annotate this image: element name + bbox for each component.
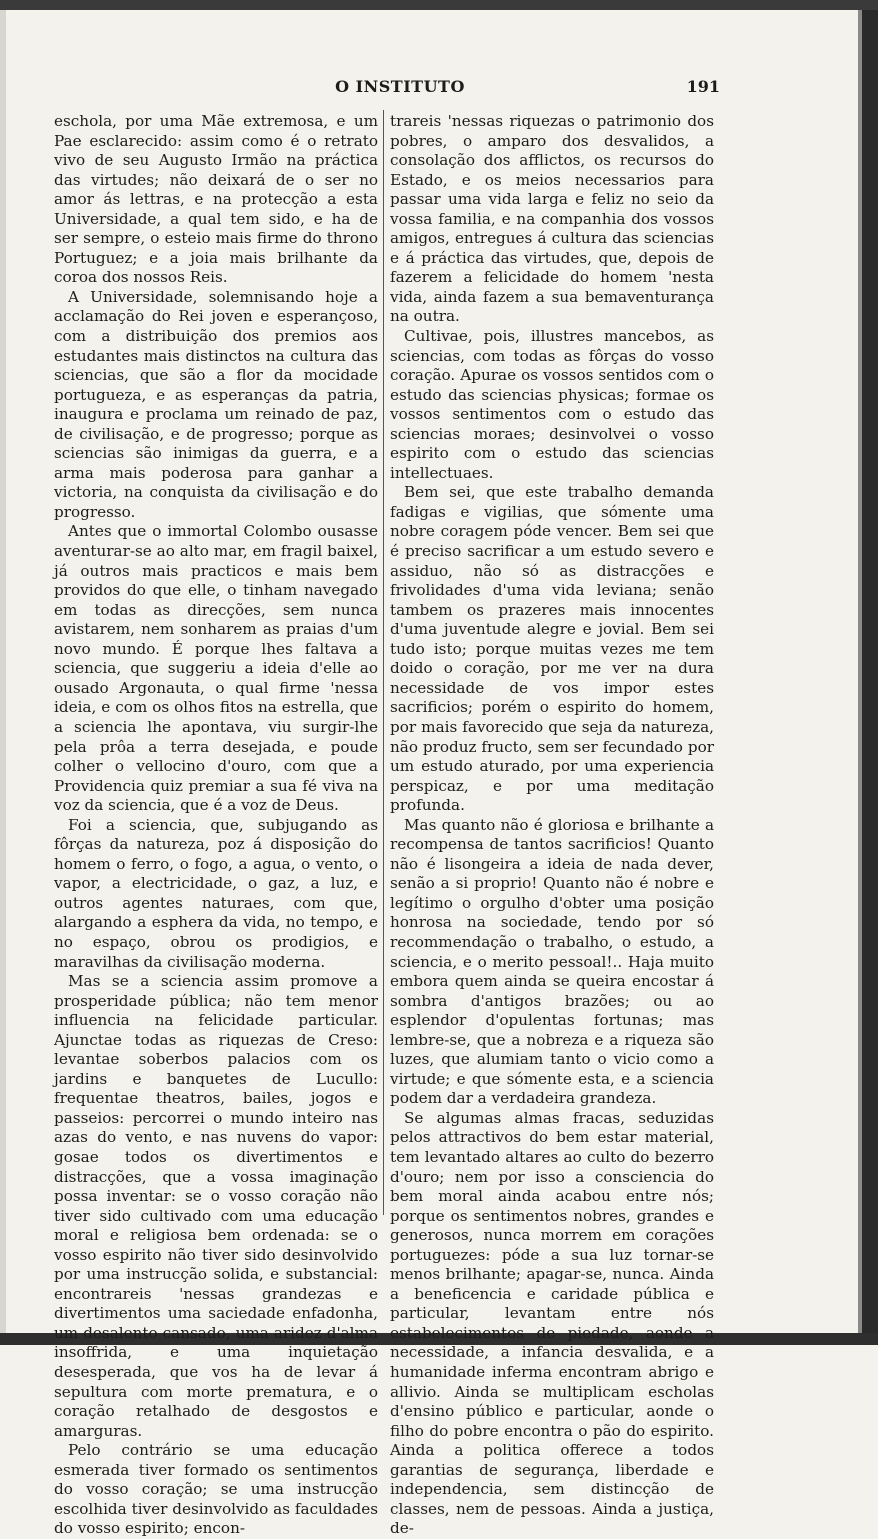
paragraph: Pelo contrário se uma educação esmerada tiver formado os sentimentos do vosso coração; se uma instrucção escolhida tiver desinvolvido as faculdades do vosso espirito; encon-	[54, 1441, 378, 1538]
paragraph: Antes que o immortal Colombo ousasse aventurar-se ao alto mar, em fragil baixel, já outros mais practicos e mais bem providos do que elle, o tinham navegado em todas as direcções, sem nunca avistarem, nem sonharem as praias d'um novo mundo. É porque lhes faltava a sciencia, que suggeriu a ideia d'elle ao ousado Argonauta, o qual firme 'nessa ideia, e com os olhos fitos na estrella, que a sciencia lhe apontava, viu surgir-lhe pela prôa a terra desejada, e poude colher o vellocino d'ouro, com que a Providencia quiz premiar a sua fé viva na voz da sciencia, que é a voz de Deus.	[54, 522, 378, 815]
scan-left-edge	[0, 10, 6, 1345]
paragraph: Se algumas almas fracas, seduzidas pelos attractivos do bem estar material, tem levantado altares ao culto do bezerro d'ouro; nem por isso a consciencia do bem moral ainda acabou entre nós; porque os sentimentos nobres, grandes e generosos, nunca morrem em corações portuguezes: póde a sua luz tornar-se menos brilhante; apagar-se, nunca. Ainda a beneficencia e caridade pública e particular, levantam entre nós estabelecimentos de piedade, aonde a necessidade, a infancia desvalida, e a humanidade inferma encontram abrigo e allivio. Ainda se multiplicam escholas d'ensino público e particular, aonde o filho do pobre encontra o pão do espirito. Ainda a politica offerece a todos garantias de segurança, liberdade e independencia, sem distincção de classes, nem de pessoas. Ainda a justiça, de-	[390, 1108, 714, 1538]
page-number: 191	[686, 77, 720, 96]
running-title: O INSTITUTO	[335, 77, 465, 96]
paragraph: Foi a sciencia, que, subjugando as fôrças da natureza, poz á disposição do homem o ferro, o fogo, a agua, o vento, o vapor, a electricidade, o gaz, a luz, e outros agentes naturaes, com que, alargando a esphera da vida, no tempo, e no espaço, obrou os prodigios, e maravilhas da civilisação moderna.	[54, 815, 378, 971]
paragraph: A Universidade, solemnisando hoje a acclamação do Rei joven e esperançoso, com a distribuição dos premios aos estudantes mais distinctos na cultura das sciencias, que são a flor da mocidade portugueza, e as esperanças da patria, inaugura e proclama um reinado de paz, de civilisação, e de progresso; porque as sciencias são inimigas da guerra, e a arma mais poderosa para ganhar a victoria, na conquista da civilisação e do progresso.	[54, 287, 378, 521]
paragraph: Bem sei, que este trabalho demanda fadigas e vigilias, que sómente uma nobre coragem póde vencer. Bem sei que é preciso sacrificar a um estudo severo e assiduo, não só as distracções e frivolidades d'uma vida leviana; senão tambem os prazeres mais innocentes d'uma juventude alegre e jovial. Bem sei tudo isto; porque muitas vezes me tem doido o coração, por me ver na dura necessidade de vos impor estes sacrificios; porém o espirito do homem, por mais favorecido que seja da natureza, não produz fructo, sem ser fecundado por um estudo aturado, por uma experiencia perspicaz, e por uma meditação profunda.	[390, 483, 714, 815]
scan-top-edge	[0, 0, 878, 10]
paragraph: Mas se a sciencia assim promove a prosperidade pública; não tem menor influencia na felicidade particular. Ajunctae todas as riquezas de Creso: levantae soberbos palacios com os jardins e banquetes de Lucullo: frequentae theatros, bailes, jogos e passeios: percorrei o mundo inteiro nas azas do vento, e nas nuvens do vapor: gosae todos os divertimentos e distracções, que a vossa imaginação possa inventar: se o vosso coração não tiver sido cultivado com uma educação moral e religiosa bem ordenada: se o vosso espirito não tiver sido desinvolvido por uma instrucção solida, e substancial: encontrareis 'nessas grandezas e divertimentos uma saciedade enfadonha, um desalento cansado, uma aridez d'alma insoffrida, e uma inquietação desesperada, que vos ha de levar á sepultura com morte prematura, e o coração retalhado de desgostos e amarguras.	[54, 972, 378, 1440]
left-column	[54, 112, 378, 1539]
paragraph: Cultivae, pois, illustres mancebos, as sciencias, com todas as fôrças do vosso coração. Apurae os vossos sentidos com o estudo das sciencias physicas; formae os vossos sentimentos com o estudo das sciencias moraes; desinvolvei o vosso espirito com o estudo das sciencias intellectuaes.	[390, 327, 714, 482]
right-column	[390, 112, 714, 1539]
column-divider	[383, 110, 384, 1215]
paragraph: eschola, por uma Mãe extremosa, e um Pae esclarecido: assim como é o retrato vivo de seu Augusto Irmão na práctica das virtudes; não deixará de o ser no amor ás lettras, e na protecção a esta Universidade, a qual tem sido, e ha de ser sempre, o esteio mais firme do throno Portuguez; e a joia mais brilhante da coroa dos nossos Reis.	[54, 112, 378, 287]
scan-right-edge	[862, 10, 878, 1345]
paragraph: trareis 'nessas riquezas o patrimonio dos pobres, o amparo dos desvalidos, a consolação dos afflictos, os recursos do Estado, e os meios necessarios para passar uma vida larga e feliz no seio da vossa familia, e na companhia dos vossos amigos, entregues á cultura das sciencias e á práctica das virtudes, que, depois de fazerem a felicidade do homem 'nesta vida, ainda fazem a sua bemaventurança na outra.	[390, 112, 714, 326]
paragraph: Mas quanto não é gloriosa e brilhante a recompensa de tantos sacrificios! Quanto não é lisongeira a ideia de nada dever, senão a si proprio! Quanto não é nobre e legítimo o orgulho d'obter uma posição honrosa na sociedade, tendo por só recommendação o trabalho, o estudo, a sciencia, e o merito pessoal!.. Haja muito embora quem ainda se queira encostar á sombra d'antigos brazões; ou ao esplendor d'opulentas fortunas; mas lembre-se, que a nobreza e a riqueza são luzes, que alumiam tanto o vicio como a virtude; e que sómente esta, e a sciencia podem dar a verdadeira grandeza.	[390, 815, 714, 1108]
